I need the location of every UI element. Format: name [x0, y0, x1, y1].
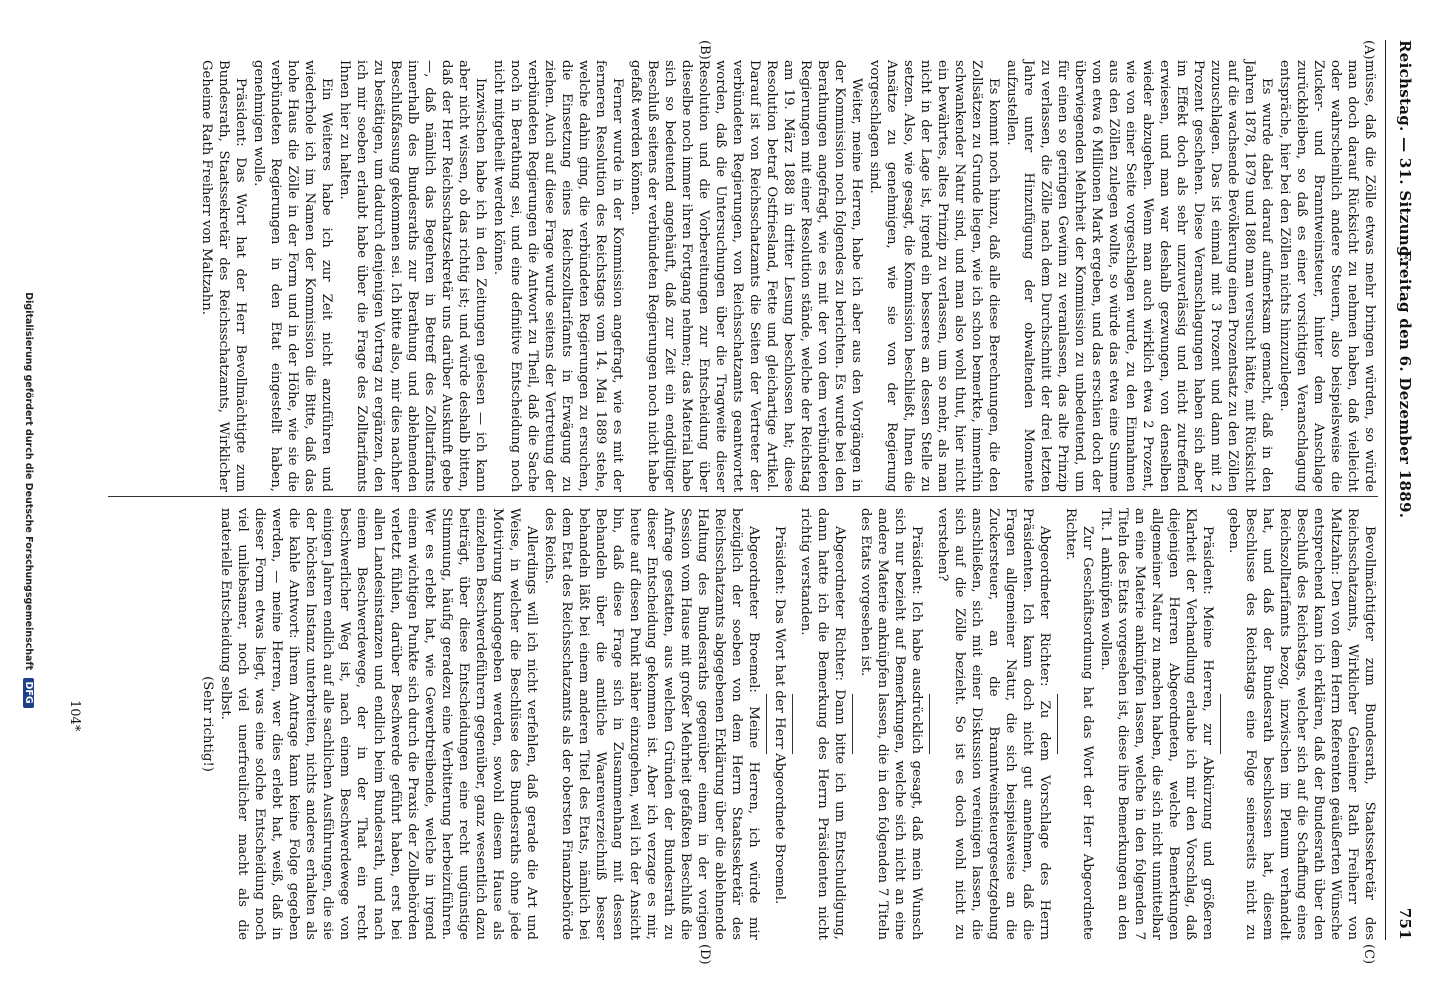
- running-header: [1388, 40, 1414, 940]
- section-rule: [766, 694, 767, 754]
- interjection: (Sehr richtig!): [200, 676, 215, 772]
- paragraph: Abgeordneter Richter: Zu dem Vorschlage des Herrn Präsidenten. Ich kann doch nicht gut annehmen, daß die Fragen allgemeiner Natur, die sich beispielsweise an die Zuckersteuer, an die Branntweinsteuergesetzgebung anschließen, sich mit einer Diskussion vereinigen lassen, die sich auf die Zölle bezieht. So ist es doch wohl nicht zu verstehen?: [935, 508, 1052, 940]
- paragraph: müsse, daß die Zölle etwas mehr bringen würden, so würde man doch darauf Rücksicht zu nehmen haben, daß vielleicht oder wahrscheinlich andere Steuern, also beispielsweise die Zucker- und Branntweinsteuer, hinter dem Anschlage zurückbleiben, so daß es einer vorsichtigen Veranschlagung entspräche, hier bei den Zöllen nichts hinzuzulegen.: [1277, 60, 1377, 492]
- margin-marker-b: (B): [697, 40, 712, 60]
- paragraph: Es wurde dabei darauf aufmerksam gemacht, daß in den Jahren 1878, 1879 und 1880 man versucht hätte, mit Rücksicht auf die wachsende Bevölkerung einen Prozentsatz zu den Zöllen zuzuschlagen. Das ist einmal mit 3 Prozent und dann mit 2 Prozent geschehen. Diese Veranschlagungen haben sich aber im Effekt doch als sehr unzuverlässig und nicht zutreffend erwiesen, und man war deshalb gezwungen, von denselben wieder abzugehen. Wenn man auch wirklich etwa 2 Prozent, wie von einer Seite vorgeschlagen wurde, zu den Einnahmen aus den Zöllen zulegen wollte, so würde das etwa eine Summe von etwa 6 Millionen Mark ergeben, und das erschien doch der überwiegenden Mehrheit der Kommission zu unbedeutend, um für einen so geringen Gewinn zu veranlassen, das alte Prinzip zu verlassen, die Zölle nach dem Durchschnitt der drei letzten Jahre unter Hinzufügung der obwaltenden Momente aufzustellen.: [1004, 60, 1274, 492]
- paragraph: Präsident: Das Wort hat der Herr Abgeordnete Broemel.: [772, 526, 787, 905]
- paragraph: Es kommt noch hinzu, daß alle diese Berechnungen, die den Zollsätzen zu Grunde liegen, wie ich schon bemerkte, immerhin schwankender Natur sind, und man also wohl thut, hier nicht ein bewährtes, altes Prinzip zu verlassen, um so mehr, als man nicht in der Lage ist, irgend ein besseres an dessen Stelle zu setzen. Also, wie gesagt, die Kommission beschließt, Ihnen die Ansätze zu genehmigen, wie sie von der Regierung vorgeschlagen sind.: [867, 60, 1001, 492]
- paragraph: Präsident: Meine Herren, zur Abkürzung und größeren Klarheit der Verhandlung erlaube ich mir den Vorschlag, daß diejenigen Herren Abgeordneten, welche Bemerkungen allgemeiner Natur zu machen haben, die sich nicht unmittelbar an eine Materie anknüpfen lassen, welche in den folgenden 7 Titeln des Etats vorgesehen ist, diese ihre Bemerkungen an den Tit. 1 anknüpfen wollen.: [1098, 508, 1215, 940]
- section-rule: [1220, 694, 1221, 754]
- paragraph: Weiter, meine Herren, habe ich aber aus den Vorgängen in der Kommission noch folgendes zu berichten. Es wurde bei den Berathungen angefragt, wie es mit der von dem verbündeten Regierungen mit einer Resolution stände, welche der Reichstag am 19. März 1888 in dritter Lesung beschlossen hat; diese Resolution betraf Ostfriesland, Fette und gleichartige Artikel. Darauf ist von Reichsschatzamts die Seiten der Vertreter der verbündeten Regierungen, von Reichsschatzamts geantwortet worden, daß die Untersuchungen über die Tragweite dieser Resolution und die Vorbereitungen zur Entscheidung über dieselbe noch immer ihren Fortgang nehmen; das Material habe sich so bedeutend angehäuft, daß zur Zeit ein endgültiger Beschluß seitens der verbündeten Regierungen noch nicht habe gefaßt werden können.: [628, 60, 864, 492]
- digitization-footer: [23, 0, 34, 1000]
- section-rule: [852, 694, 853, 754]
- header-page-number: 751: [1396, 907, 1414, 940]
- signature-mark: 104*: [67, 700, 82, 732]
- margin-marker-a: (A): [1361, 40, 1376, 60]
- paragraph: Bevollmächtigter zum Bundesrath, Staatssekretär des Reichsschatzamts, Wirklicher Geheimer Rath Freiherr von Maltzahn: Den von dem Herrn Referenten geäußerten Wünsche entsprechend kann ich erklären, daß der Bundesrath über den Beschluß des Reichstags, welcher sich auf die Schaffung eines Reichszolltarifamts bezog, inzwischen im Plenum verhandelt hat, und daß der Bundesrath beschlossen hat, diesem Beschlusse des Reichstags eine Folge seinerseits nicht zu geben.: [1226, 508, 1377, 940]
- header-left: Reichstag. — 31. Sitzung.: [1396, 40, 1414, 263]
- paragraph: Ein Weiteres habe ich zur Zeit nicht anzuführen und wiederhole ich im Namen der Kommission die Bitte, daß das hohe Haus die Zölle in der Form und in der Höhe, wie sie die verbündeten Regierungen in den Etat eingestellt haben, genehmigen wolle.: [251, 60, 334, 492]
- section-rule: [792, 694, 793, 754]
- paragraph: Präsident: Das Wort hat der Herr Bevollmächtigte zum Bundesrath, Staatssekretär des Reichsschatzamts, Wirklicher Geheime Rath Freiherr von Maltzahn.: [199, 60, 248, 492]
- header-center: Freitag den 6. Dezember 1889.: [1396, 250, 1414, 519]
- section-rule: [1057, 694, 1058, 754]
- header-rule: [1385, 40, 1386, 940]
- column-left: [197, 60, 1378, 492]
- paragraph: Abgeordneter Broemel: Meine Herren, ich würde mir bezüglich der soeben von dem Herrn Staatssekretär des Reichsschatzamts abgegebenen Erklärung über die ablehnende Haltung des Bundesraths gegenüber einem in der vorigen Session vom Hause mit großer Mehrheit gefaßten Beschluß die Anfrage gestatten, aus welchen Gründen der Bundesrath zu dieser Entscheidung gekommen ist. Aber ich verzage es mir, heute auf diesen Punkt näher einzugehen, weil ich der Ansicht bin, daß diese Frage sich in Zusammenhang mit dessen Behandeln über die amtliche Waarenverzeichniß besser behandeln läßt bei einem anderen Titel des Etats, nämlich bei dem Etat des Reichsschatzamts als der obersten Finanzbehörde des Reichs.: [542, 508, 761, 940]
- margin-marker-c: (C): [1361, 944, 1376, 965]
- paragraph: Zur Geschäftsordnung hat das Wort der Herr Abgeordnete Richter.: [1063, 508, 1095, 940]
- paragraph: Inzwischen habe ich in den Zeitungen gelesen — ich kann aber nicht wissen, ob das richtig ist; und würde deshalb bitten, daß der Herr Reichsschatzsekretär uns darüber Auskunft gebe —, daß nämlich das Begehren in Betreff des Zolltarifamts innerhalb des Bundesraths zur Berathung und ablehnenden Beschlußfassung gekommen sei. Ich bitte also, mir dies nachher zu bestätigen, um dadurch denjenigen Vortrag zu ergänzen, den ich mir soeben erlaubt habe über die Frage des Zolltarifamts Ihnen hier zu halten.: [337, 60, 488, 492]
- section-rule: [929, 694, 930, 754]
- column-right: [198, 508, 1378, 940]
- dfg-logo: DFG: [23, 678, 34, 708]
- margin-marker-d: (D): [697, 944, 712, 965]
- paragraph: Präsident: Ich habe ausdrücklich gesagt, daß mein Wunsch sich nur bezieht auf Bemerkungen, welche sich nicht an eine andere Materie anknüpfen lassen, die in den folgenden 7 Titeln des Etats vorgesehen ist.: [858, 508, 924, 940]
- paragraph: Allerdings will ich nicht verfehlen, daß gerade die Art und Weise, in welcher die Beschlüsse des Bundesraths ohne jede Motivirung kundgegeben werden, sowohl diesem Hause als einzelnen Beschwerdeführern gegenüber, ganz wesentlich dazu beiträgt, über diese Entscheidungen eine recht ungünstige Stimmung, häufig geradezu eine Verbitterung herbeizuführen. Wer es erlebt hat, wie Gewerbtreibende, welche in irgend einem wichtigen Punkte sich durch die Praxis der Zollbehörden verletzt fühlen, darüber Beschwerde geführt haben, erst bei allen Landesinstanzen und endlich beim Bundesrath, und nach einem Beschwerdewege, der in der That ein recht beschwerlicher Weg ist, nach einem Beschwerdewege von einigen Jahren endlich auf alle sachlichen Ausführungen, die sie der höchsten Instanz unterbreiten, nichts anderes erhalten als die kahle Antwort: ihrem Antrage kann keine Folge gegeben werden, — meine Herren, wer dies erlebt hat, weiß, daß in dieser Form etwas liegt, was eine solche Entscheidung noch viel unliebsamer, noch viel unerfreulicher macht als die materielle Entscheidung selbst.: [218, 508, 539, 940]
- footer-text: Digitalisierung gefördert durch die Deutsche Forschungsgemeinschaft: [23, 292, 34, 671]
- paragraph: Abgeordneter Richter: Dann bitte ich um Entschuldigung, dann hatte ich die Bemerkung des Herrn Präsidenten nicht richtig verstanden.: [798, 508, 847, 940]
- column-divider: [108, 496, 1378, 497]
- paragraph: Ferner wurde in der Kommission angefragt, wie es mit der ferneren Resolution des Reichstags vom 14. Mai 1889 stehe, welche dahin ging, die verbündeten Regierungen zu ersuchen, die Einsetzung eines Reichszolltarifamts in Erwägung zu ziehen. Auch auf diese Frage wurde seitens der Vertretung der verbündeten Regierungen die Antwort zu Theil, daß die Sache noch in Berathung sei, und eine definitive Entscheidung noch nicht mitgetheilt werden könne.: [491, 60, 625, 492]
